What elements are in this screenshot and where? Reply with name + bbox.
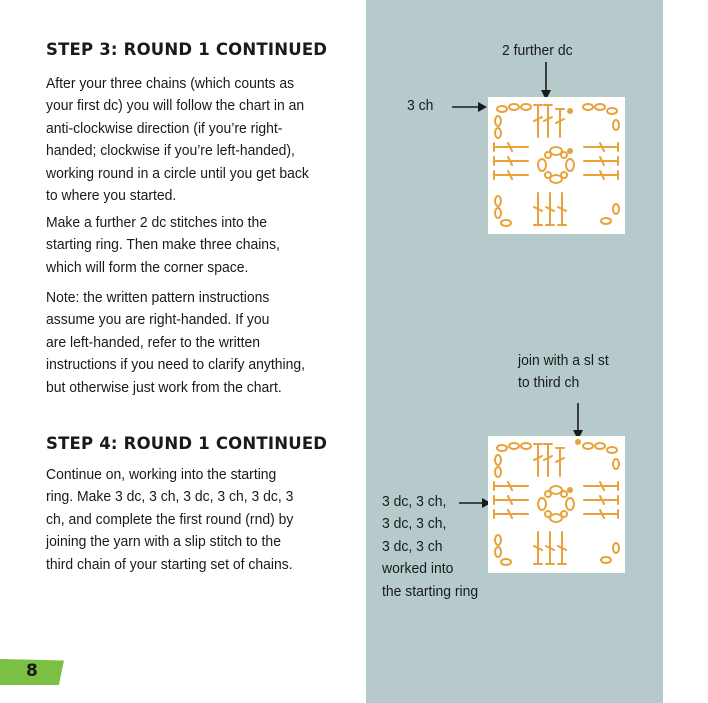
crochet-chart-2 <box>488 436 625 573</box>
text-line: handed; clockwise if you’re left-handed), <box>46 142 295 160</box>
chart2-label-left <box>382 491 478 603</box>
label-line: join with a sl st <box>518 352 609 369</box>
text-line: are left-handed, refer to the written <box>46 333 261 351</box>
step3-heading: STEP 3: ROUND 1 CONTINUED <box>46 40 328 59</box>
chart1-label-left: 3 ch <box>407 97 434 114</box>
text-line: but otherwise just work from the chart. <box>46 378 282 396</box>
text-line: Note: the written pattern instructions <box>46 289 270 306</box>
arrow-icon <box>573 403 583 440</box>
label-line: to third ch <box>518 374 580 392</box>
text-line: Make a further 2 dc stitches into the <box>46 214 267 231</box>
crochet-chart-1 <box>488 97 625 234</box>
label-line: 3 dc, 3 ch, <box>382 515 447 533</box>
text-line: assume you are right-handed. If you <box>46 311 270 329</box>
text-line: starting ring. Then make three chains, <box>46 236 280 254</box>
label-line: the starting ring <box>382 582 479 600</box>
text-line: instructions if you need to clarify anything, <box>46 356 305 374</box>
text-line: Continue on, working into the starting <box>46 466 277 483</box>
text-line: third chain of your starting set of chains. <box>46 555 293 573</box>
crochet-chart-icon <box>488 97 625 234</box>
text-line: to where you started. <box>46 187 177 205</box>
arrow-icon <box>541 62 551 100</box>
chart2-label-top <box>518 350 609 395</box>
chart1-label-top: 2 further dc <box>502 42 573 59</box>
label-line: 3 dc, 3 ch <box>382 537 443 555</box>
label-line: worked into <box>382 560 454 578</box>
arrow-icon <box>452 102 487 112</box>
text-line: anti-clockwise direction (if you’re right- <box>46 119 283 137</box>
page-number: 8 <box>26 661 38 681</box>
text-line: joining the yarn with a slip stitch to the <box>46 533 281 551</box>
text-line: After your three chains (which counts as <box>46 75 295 92</box>
text-line: working round in a circle until you get back <box>46 164 309 182</box>
text-line: your first dc) you will follow the chart in an <box>46 97 305 115</box>
label-line: 3 dc, 3 ch, <box>382 493 447 510</box>
crochet-chart-icon <box>488 436 625 573</box>
text-line: which will form the corner space. <box>46 258 249 276</box>
text-line: ring. Make 3 dc, 3 ch, 3 dc, 3 ch, 3 dc, 3 <box>46 488 294 506</box>
text-line: ch, and complete the first round (rnd) by <box>46 510 294 528</box>
step4-heading: STEP 4: ROUND 1 CONTINUED <box>46 434 328 453</box>
